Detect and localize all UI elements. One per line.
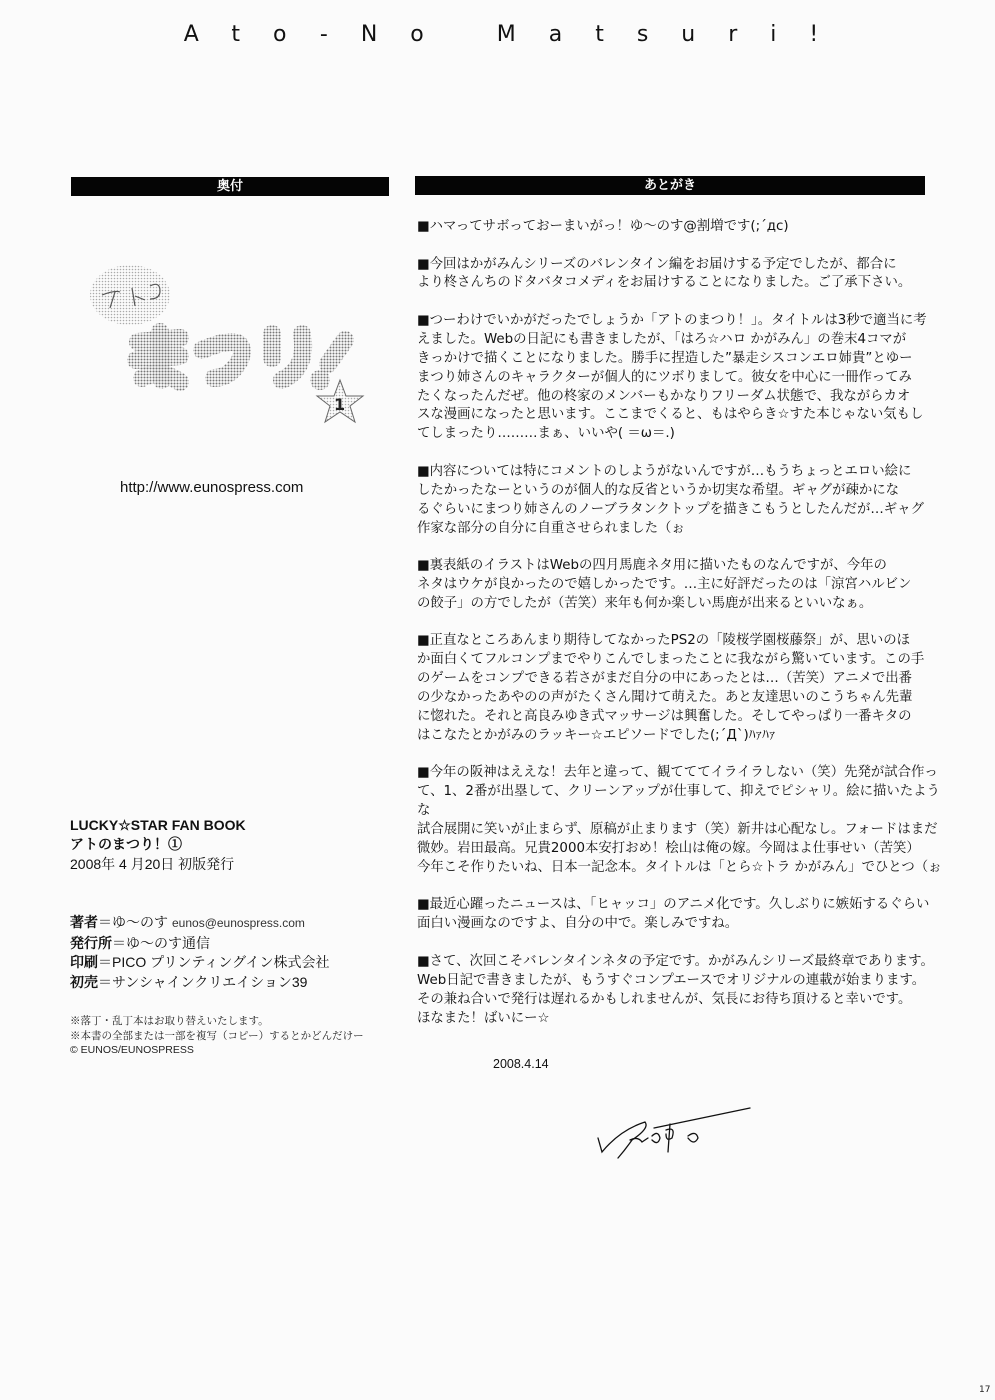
svg-text:1: 1 <box>334 395 346 414</box>
book-series: LUCKY☆STAR FAN BOOK <box>70 817 246 833</box>
afterword-date: 2008.4.14 <box>493 1057 549 1071</box>
credits-list <box>70 913 329 992</box>
running-header-title: Ato-No Matsuri! <box>183 22 852 47</box>
afterword-paragraph: ■つーわけでいかがだったでしょうか「アトのまつり！」。タイトルは3秒で適当に考 えました。Webの日記にも書きましたが、「はろ☆ハロ かがみん」の巻末4コマが きっかけで描くことになりました。勝手に捏造した”暴走シスコンエロ姉貴”とゆー まつり姉さんのキャラクターが個人的にツボりまして。彼女を中心に一冊作ってみ たくなったんだぜ。他の柊家のメンバーもかなりフリーダム状態で、我ながらカオ スな漫画になったと思います。ここまでくると、もはやらき☆すた本じゃない気もし てしまったり………まぁ、いいや( ＝ω＝.) <box>417 312 927 442</box>
credit-publisher: 発行所＝ゆ～のす通信 <box>70 934 210 951</box>
publication-date: 2008年 4 月20日 初版発行 <box>70 856 235 872</box>
note-copy: ※本書の全部または一部を複写（コピー）するとかどんだけー <box>70 1029 364 1042</box>
book-logo <box>80 250 380 450</box>
afterword-paragraph: ■正直なところあんまり期待してなかったPS2の「陵桜学園桜藤祭」が、思いのほ か面白くてフルコンプまでやりこんでしまったことに我ながら驚いています。この手 のゲームをコンプできる若さがまだ自分の中にあったとは…（苦笑）アニメで出番 の少なかったあやのの声がたくさん聞けて萌えた。あと友達思いのこうちゃん先輩 に惚れた。それと高良みゆき式マッサージは興奮した。そしてやっぱり一番キタの はこなたとかがみのラッキー☆エピソードでした(;´Д`)ﾊｧﾊｧ <box>417 633 925 743</box>
website-url-link[interactable]: http://www.eunospress.com <box>120 479 304 496</box>
afterword-paragraph: ■裏表紙のイラストはWebの四月馬鹿ネタ用に描いたものなんですが、今年の ネタはウケが良かったので嬉しかったです。…主に好評だったのは「涼宮ハルビン の餃子」の方でしたが（苦笑）来年も何か楽しい馬鹿が出来るといいなぁ。 <box>417 558 912 611</box>
afterword-section-bar: あとがき <box>415 176 925 195</box>
page-number: 17 <box>979 1385 991 1395</box>
afterword-paragraph: ■今回はかがみんシリーズのバレンタイン編をお届けする予定でしたが、都合に より柊さんちのドタバタコメディをお届けすることになりました。ご了承下さい。 <box>417 256 912 291</box>
author-email-link[interactable]: eunos@eunospress.com <box>172 916 305 930</box>
credit-printer: 印刷＝PICO プリンティングイン株式会社 <box>70 954 330 970</box>
copyright: © EUNOS/EUNOSPRESS <box>70 1044 194 1056</box>
note-replacement: ※落丁・乱丁本はお取り替えいたします。 <box>70 1015 269 1027</box>
colophon-section-bar: 奥付 <box>71 177 389 196</box>
signature-icon <box>590 1100 760 1160</box>
credit-first-sale: 初売＝サンシャインクリエイション39 <box>70 973 308 990</box>
book-title: アトのまつり！① <box>70 836 182 852</box>
afterword-paragraph: ■最近心躍ったニュースは、「ヒャッコ」のアニメ化です。久しぶりに嫉妬するぐらい 面白い漫画なのですよ、自分の中で。楽しみですね。 <box>417 897 930 932</box>
afterword-paragraph: ■今年の阪神はええな！去年と違って、観てててイライラしない（笑）先発が試合作っ て、1、2番が出塁して、クリーンアップが仕事して、抑えでピシャリ。絵に描いたような 試合展開に笑いが止まらず、原稿が止まります（笑）新井は心配なし。フォードはまだ 微妙。岩田最高。兄貴2000本安打おめ！桧山は俺の嫁。今岡はよ仕事せい（苦笑） 今年こそ作りたいね、日本一記念本。タイトルは「とら☆トラ かがみん」でひとつ（ぉ <box>417 765 942 875</box>
legal-notes <box>70 1014 364 1058</box>
afterword-paragraph: ■ハマってサボっておーまいがっ！ゆ～のす@割増です(;´дc) <box>417 219 789 234</box>
afterword-paragraph: ■内容については特にコメントのしようがないんですが…もうちょっとエロい絵に したかったなーというのが個人的な反省というか切実な希望。ギャグが疎かにな るぐらいにまつり姉さんのノーブラタンクトップを描きこもうとしたんだが…ギャグ 作家な部分の自分に自重させられました（ぉ <box>417 463 924 536</box>
credit-author: 著者＝ゆ～のす eunos@eunospress.com <box>70 914 305 930</box>
afterword-paragraph: ■さて、次回こそバレンタインネタの予定です。かがみんシリーズ最終章であります。 Web日記で書きましたが、もうすぐコンプエースでオリジナルの連載が始まります。 その兼ね合いで発行は遅れるかもしれませんが、気長にお待ち頂けると幸いです。 ほなまた！ばいにー☆ <box>417 953 934 1026</box>
afterword-body <box>417 218 947 1047</box>
